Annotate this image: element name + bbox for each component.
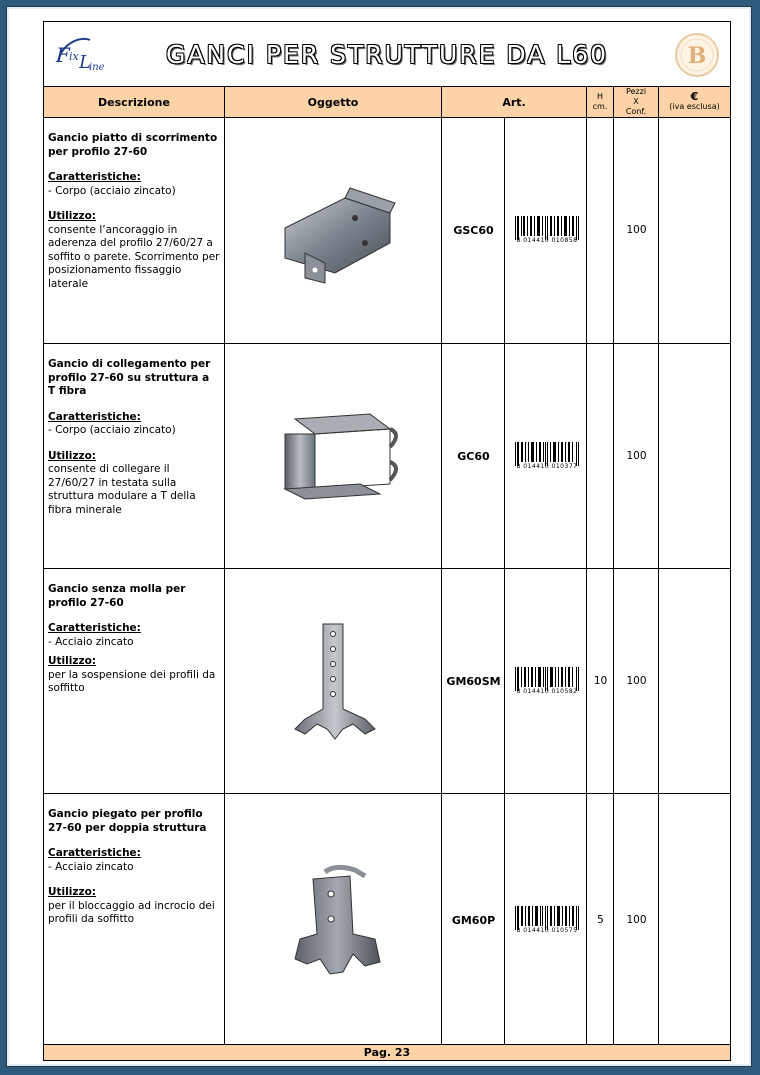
- page-number: Pag. 23: [44, 1044, 730, 1060]
- height-value: 10: [593, 675, 608, 687]
- barcode-number: 8 014410 010575: [516, 927, 578, 934]
- article-code: GSC60: [453, 224, 494, 237]
- barcode-cell: [505, 344, 587, 568]
- product-name: Gancio senza molla per profilo 27-60: [48, 583, 186, 609]
- product-name: Gancio piegato per profilo 27-60 per doppia struttura: [48, 808, 207, 834]
- svg-text:ix: ix: [69, 50, 79, 63]
- catalog-frame: [43, 21, 731, 1061]
- utilizzo-label: Utilizzo:: [48, 449, 96, 462]
- article-code-cell: [442, 569, 505, 793]
- caratteristiche-text: - Acciaio zincato: [48, 860, 134, 873]
- catalog-page: [6, 6, 752, 1067]
- col-h-line2: cm.: [592, 102, 608, 111]
- height-cell: [587, 794, 614, 1045]
- article-code: GM60SM: [446, 675, 501, 688]
- utilizzo-text: consente l’ancoraggio in aderenza del profilo 27/60/27 a soffito o parete. Scorrimento per posizionamento fissaggio laterale: [48, 223, 220, 290]
- page-title: GANCI PER STRUTTURE DA L60: [165, 40, 609, 69]
- barcode-cell: [505, 118, 587, 343]
- caratteristiche-label: Caratteristiche:: [48, 410, 141, 423]
- col-prezzo: [659, 87, 730, 117]
- pieces-cell: [614, 118, 659, 343]
- barcode-cell: [505, 794, 587, 1045]
- barcode-number: 8 014410 010582: [516, 688, 578, 695]
- brand-b-logo-icon: [674, 32, 720, 78]
- sliding-flat-hook-image: [225, 118, 442, 343]
- pieces-value: 100: [626, 914, 647, 926]
- col-pezzi-line3: Conf.: [625, 107, 647, 116]
- table-header: [44, 87, 730, 118]
- col-euro-symbol: €: [690, 90, 699, 103]
- pieces-value: 100: [626, 675, 647, 687]
- utilizzo-text: per la sospensione dei profili da soffitto: [48, 668, 216, 694]
- col-iva: (iva esclusa): [669, 102, 720, 111]
- caratteristiche-text: - Acciaio zincato: [48, 635, 134, 648]
- height-cell: [587, 569, 614, 793]
- utilizzo-label: Utilizzo:: [48, 655, 96, 667]
- utilizzo-text: per il bloccaggio ad incrocio dei profili da soffitto: [48, 899, 215, 925]
- product-name: Gancio di collegamento per profilo 27-60 su struttura a T fibra: [48, 358, 211, 397]
- svg-text:L: L: [79, 52, 91, 73]
- utilizzo-label: Utilizzo:: [48, 886, 96, 898]
- caratteristiche-text: - Corpo (acciaio zincato): [48, 424, 176, 436]
- col-h: [587, 87, 614, 117]
- barcode-cell: [505, 569, 587, 793]
- caratteristiche-label: Caratteristiche:: [48, 171, 141, 183]
- product-description: [44, 794, 225, 1045]
- product-image-cell: [225, 344, 442, 568]
- page-header: [44, 22, 730, 87]
- article-code-cell: [442, 118, 505, 343]
- pieces-value: 100: [626, 450, 647, 462]
- article-code-cell: [442, 794, 505, 1045]
- product-description: [44, 569, 225, 793]
- table-row: [44, 794, 730, 1045]
- col-art: Art.: [442, 87, 587, 117]
- col-pezzi: [614, 87, 659, 117]
- hanger-no-spring-image: [225, 569, 442, 793]
- pieces-cell: [614, 344, 659, 568]
- product-name: Gancio piatto di scorrimento per profilo 27-60: [48, 132, 218, 158]
- caratteristiche-label: Caratteristiche:: [48, 622, 141, 634]
- connection-hook-image: [225, 344, 442, 568]
- utilizzo-label: Utilizzo:: [48, 210, 96, 222]
- col-pezzi-line2: X: [633, 97, 639, 106]
- height-value: 5: [597, 914, 604, 926]
- product-image-cell: [225, 118, 442, 343]
- bent-hanger-image: [225, 794, 442, 1045]
- product-image-cell: [225, 569, 442, 793]
- article-code: GC60: [457, 450, 490, 463]
- product-image-cell: [225, 794, 442, 1045]
- caratteristiche-text: - Corpo (acciaio zincato): [48, 184, 176, 197]
- height-cell: [587, 344, 614, 568]
- article-code: GM60P: [451, 914, 496, 927]
- article-code-cell: [442, 344, 505, 568]
- product-description: [44, 118, 225, 343]
- height-cell: [587, 118, 614, 343]
- caratteristiche-label: Caratteristiche:: [48, 847, 141, 859]
- svg-text:B: B: [687, 43, 707, 69]
- table-row: [44, 344, 730, 569]
- pieces-cell: [614, 794, 659, 1045]
- price-cell: [659, 118, 730, 343]
- price-cell: [659, 344, 730, 568]
- col-oggetto: Oggetto: [225, 87, 442, 117]
- product-description: [44, 344, 225, 568]
- svg-text:F: F: [56, 43, 70, 67]
- table-row: [44, 569, 730, 794]
- utilizzo-text: consente di collegare il 27/60/27 in testata sulla struttura modulare a T della fibra minerale: [48, 463, 196, 516]
- barcode-number: 8 014410 010377: [516, 463, 578, 470]
- pieces-value: 100: [626, 224, 647, 236]
- price-cell: [659, 794, 730, 1045]
- pieces-cell: [614, 569, 659, 793]
- price-cell: [659, 569, 730, 793]
- col-pezzi-line1: Pezzi: [625, 87, 647, 96]
- col-descrizione: Descrizione: [44, 87, 225, 117]
- barcode-number: 8 014410 010858: [516, 237, 578, 244]
- col-h-line1: H: [596, 92, 603, 101]
- svg-text:ine: ine: [89, 62, 105, 73]
- table-row: [44, 118, 730, 344]
